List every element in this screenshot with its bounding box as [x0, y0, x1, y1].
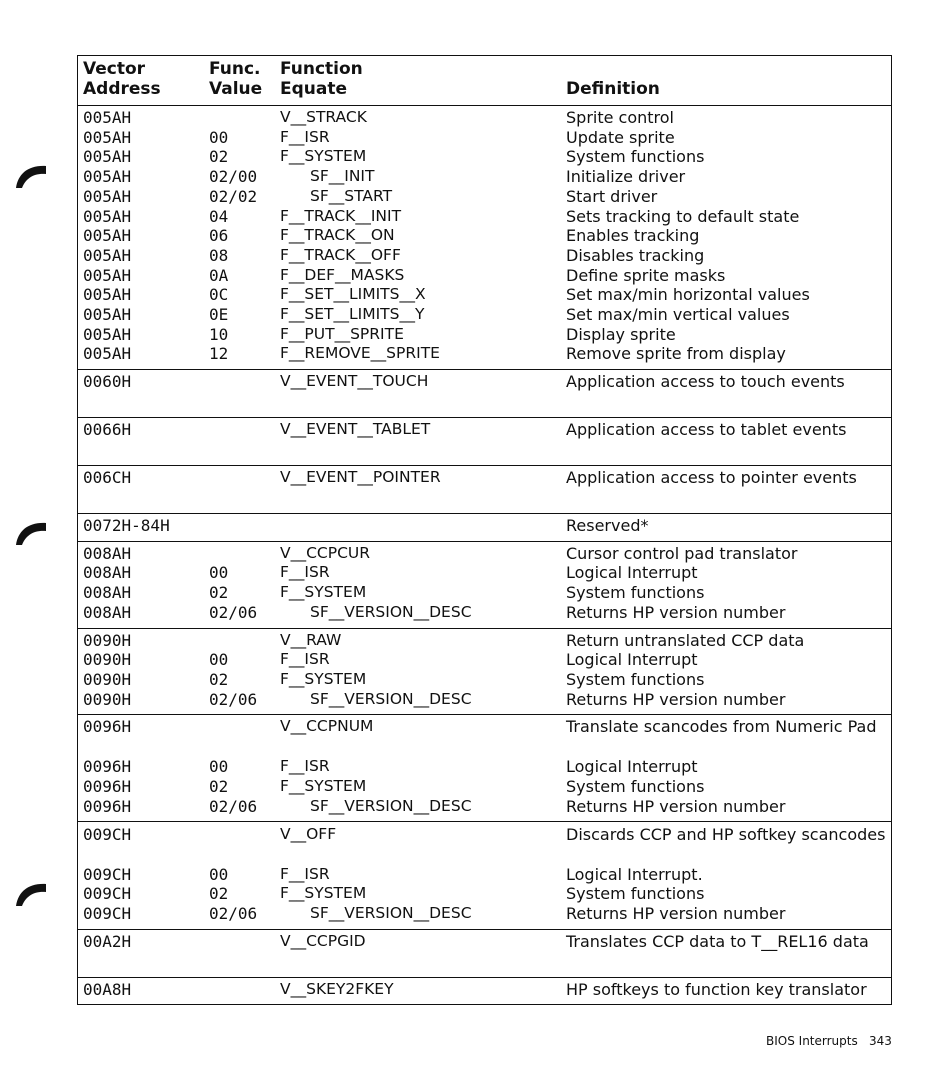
definition-cell: Set max/min horizontal values	[566, 285, 810, 305]
vector-address-cell: 005AH	[83, 127, 132, 147]
function-equate-cell: SF__INIT	[310, 167, 375, 186]
definition-cell: Application access to touch events	[566, 372, 845, 392]
func-value-cell: 0E	[209, 305, 229, 324]
vector-group	[78, 930, 891, 978]
table-row	[78, 325, 891, 345]
vector-group	[78, 106, 891, 370]
definition-cell: Cursor control pad translator	[566, 543, 798, 563]
definition-cell: Logical Interrupt	[566, 757, 698, 777]
header-func-value: Func. Value	[209, 59, 263, 99]
table-row	[78, 420, 891, 460]
definition-cell: Enables tracking	[566, 226, 700, 246]
vector-group	[78, 466, 891, 514]
vector-address-cell: 00A8H	[83, 979, 132, 999]
definition-cell: Reserved*	[566, 516, 649, 536]
definition-cell: Translates CCP data to T__REL16 data	[566, 931, 869, 951]
definition-cell: Returns HP version number	[566, 903, 786, 923]
vector-address-cell: 0096H	[83, 796, 132, 816]
definition-cell: Returns HP version number	[566, 796, 786, 816]
table-header	[78, 56, 891, 106]
vector-group	[78, 823, 891, 930]
vector-address-cell: 005AH	[83, 167, 132, 187]
definition-cell: System functions	[566, 884, 705, 904]
vector-address-cell: 008AH	[83, 543, 132, 563]
table-row	[78, 583, 891, 603]
table-row	[78, 603, 891, 623]
definition-cell: Define sprite masks	[566, 265, 726, 285]
table-row	[78, 266, 891, 286]
function-equate-cell: F__TRACK__INIT	[280, 206, 402, 225]
bios-vector-table	[77, 55, 892, 1005]
func-value-cell: 02	[209, 669, 229, 689]
function-equate-cell: F__ISR	[280, 757, 330, 776]
vector-group	[78, 514, 891, 542]
definition-cell: Set max/min vertical values	[566, 305, 790, 324]
page-number: 343	[869, 1034, 892, 1048]
func-value-cell: 02	[209, 884, 229, 904]
binder-mark	[14, 162, 48, 188]
func-value-cell: 02/06	[209, 689, 258, 709]
binder-mark	[14, 519, 48, 545]
table-row	[78, 344, 891, 364]
vector-address-cell: 0096H	[83, 717, 132, 737]
function-equate-cell: V__CCPGID	[280, 931, 366, 950]
definition-cell: Return untranslated CCP data	[566, 630, 805, 650]
function-equate-cell: F__REMOVE__SPRITE	[280, 344, 440, 363]
definition-cell: System functions	[566, 147, 705, 167]
func-value-cell: 02/06	[209, 602, 258, 622]
function-equate-cell: V__CCPNUM	[280, 717, 374, 736]
func-value-cell: 00	[209, 650, 229, 670]
func-value-cell: 02/02	[209, 186, 258, 206]
vector-address-cell: 0090H	[83, 689, 132, 709]
vector-address-cell: 00A2H	[83, 931, 132, 951]
vector-address-cell: 005AH	[83, 147, 132, 167]
header-definition: Definition	[566, 79, 660, 99]
definition-cell: Remove sprite from display	[566, 344, 786, 364]
func-value-cell: 02	[209, 583, 229, 603]
func-value-cell: 0C	[209, 285, 229, 305]
definition-cell: System functions	[566, 583, 705, 603]
vector-address-cell: 005AH	[83, 285, 132, 305]
vector-group	[78, 978, 891, 1026]
table-row	[78, 468, 891, 508]
function-equate-cell: F__SYSTEM	[280, 884, 367, 903]
table-row	[78, 128, 891, 148]
vector-group	[78, 542, 891, 629]
vector-address-cell: 0060H	[83, 372, 132, 392]
function-equate-cell: F__SYSTEM	[280, 669, 367, 688]
vector-address-cell: 009CH	[83, 824, 132, 844]
header-vector-address: Vector Address	[83, 59, 161, 99]
function-equate-cell: SF__VERSION__DESC	[310, 689, 472, 708]
vector-address-cell: 005AH	[83, 206, 132, 226]
table-row	[78, 650, 891, 670]
vector-address-cell: 0090H	[83, 669, 132, 689]
vector-address-cell: 009CH	[83, 903, 132, 923]
func-value-cell: 00	[209, 864, 229, 884]
table-row	[78, 631, 891, 651]
table-row	[78, 167, 891, 187]
vector-address-cell: 005AH	[83, 108, 132, 127]
function-equate-cell: F__SET__LIMITS__X	[280, 285, 426, 304]
definition-cell: System functions	[566, 669, 705, 689]
table-row	[78, 797, 891, 817]
definition-cell: System functions	[566, 777, 705, 797]
table-row	[78, 187, 891, 207]
definition-cell: Logical Interrupt.	[566, 864, 703, 884]
footer-title: BIOS Interrupts	[766, 1034, 858, 1048]
func-value-cell: 00	[209, 127, 229, 147]
definition-cell: Application access to tablet events	[566, 420, 847, 440]
table-row	[78, 757, 891, 777]
function-equate-cell: F__SYSTEM	[280, 147, 367, 166]
definition-cell: HP softkeys to function key translator	[566, 979, 867, 999]
vector-address-cell: 0072H-84H	[83, 516, 170, 536]
definition-cell: Application access to pointer events	[566, 468, 857, 488]
table-row	[78, 670, 891, 690]
table-row	[78, 544, 891, 564]
vector-address-cell: 005AH	[83, 344, 132, 364]
vector-address-cell: 005AH	[83, 305, 132, 324]
vector-address-cell: 0090H	[83, 630, 132, 650]
vector-address-cell: 0090H	[83, 650, 132, 670]
binder-mark	[14, 880, 48, 906]
table-row	[78, 147, 891, 167]
function-equate-cell: F__ISR	[280, 127, 330, 146]
definition-cell: Logical Interrupt	[566, 563, 698, 583]
vector-group	[78, 715, 891, 822]
function-equate-cell: SF__START	[310, 186, 393, 205]
vector-address-cell: 008AH	[83, 602, 132, 622]
vector-group	[78, 418, 891, 466]
vector-address-cell: 008AH	[83, 563, 132, 583]
func-value-cell: 0A	[209, 265, 229, 285]
function-equate-cell: F__PUT__SPRITE	[280, 324, 404, 343]
vector-address-cell: 005AH	[83, 186, 132, 206]
vector-address-cell: 008AH	[83, 583, 132, 603]
function-equate-cell: F__SET__LIMITS__Y	[280, 305, 425, 323]
function-equate-cell: F__ISR	[280, 864, 330, 883]
function-equate-cell: SF__VERSION__DESC	[310, 602, 472, 621]
table-row	[78, 108, 891, 128]
definition-cell: Sets tracking to default state	[566, 206, 800, 226]
table-row	[78, 884, 891, 904]
function-equate-cell: SF__VERSION__DESC	[310, 796, 472, 815]
function-equate-cell: V__STRACK	[280, 108, 367, 126]
func-value-cell: 02/00	[209, 167, 258, 187]
func-value-cell: 02	[209, 147, 229, 167]
vector-address-cell: 005AH	[83, 324, 132, 344]
function-equate-cell: V__EVENT__TOUCH	[280, 372, 429, 391]
vector-group	[78, 370, 891, 418]
func-value-cell: 06	[209, 226, 229, 246]
function-equate-cell: F__TRACK__OFF	[280, 245, 401, 264]
definition-cell: Translate scancodes from Numeric Pad	[566, 717, 877, 737]
definition-cell: Disables tracking	[566, 245, 705, 265]
vector-address-cell: 005AH	[83, 226, 132, 246]
func-value-cell: 08	[209, 245, 229, 265]
table-row	[78, 904, 891, 924]
vector-address-cell: 0066H	[83, 420, 132, 440]
function-equate-cell: F__SYSTEM	[280, 777, 367, 796]
table-row	[78, 690, 891, 710]
vector-address-cell: 005AH	[83, 265, 132, 285]
table-row	[78, 865, 891, 885]
vector-address-cell: 0096H	[83, 777, 132, 797]
function-equate-cell: V__SKEY2FKEY	[280, 979, 394, 998]
function-equate-cell: F__DEF__MASKS	[280, 265, 405, 284]
definition-cell: Update sprite	[566, 127, 675, 147]
definition-cell: Start driver	[566, 186, 658, 206]
definition-cell: Initialize driver	[566, 167, 686, 187]
table-row	[78, 226, 891, 246]
vector-address-cell: 006CH	[83, 468, 132, 488]
table-row	[78, 563, 891, 583]
definition-cell: Logical Interrupt	[566, 650, 698, 670]
func-value-cell: 02	[209, 777, 229, 797]
function-equate-cell: V__CCPCUR	[280, 543, 371, 562]
vector-group	[78, 629, 891, 716]
table-row	[78, 777, 891, 797]
table-row	[78, 932, 891, 972]
definition-cell: Display sprite	[566, 324, 676, 344]
function-equate-cell: V__OFF	[280, 824, 337, 843]
header-function-equate: Function Equate	[280, 59, 363, 99]
function-equate-cell: V__RAW	[280, 630, 342, 649]
table-row	[78, 207, 891, 227]
function-equate-cell: F__ISR	[280, 650, 330, 669]
function-equate-cell: V__EVENT__POINTER	[280, 468, 441, 487]
func-value-cell: 10	[209, 324, 229, 344]
vector-address-cell: 009CH	[83, 864, 132, 884]
definition-cell: Returns HP version number	[566, 689, 786, 709]
func-value-cell: 02/06	[209, 796, 258, 816]
table-row	[78, 825, 891, 865]
func-value-cell: 00	[209, 563, 229, 583]
table-row	[78, 305, 891, 325]
func-value-cell: 04	[209, 206, 229, 226]
table-row	[78, 285, 891, 305]
table-row	[78, 372, 891, 412]
function-equate-cell: F__ISR	[280, 563, 330, 582]
vector-address-cell: 005AH	[83, 245, 132, 265]
definition-cell: Sprite control	[566, 108, 674, 127]
func-value-cell: 00	[209, 757, 229, 777]
func-value-cell: 12	[209, 344, 229, 364]
function-equate-cell: F__TRACK__ON	[280, 226, 395, 245]
func-value-cell: 02/06	[209, 903, 258, 923]
definition-cell: Returns HP version number	[566, 602, 786, 622]
vector-address-cell: 009CH	[83, 884, 132, 904]
table-row	[78, 717, 891, 757]
function-equate-cell: SF__VERSION__DESC	[310, 903, 472, 922]
vector-address-cell: 0096H	[83, 757, 132, 777]
definition-cell: Discards CCP and HP softkey scancodes	[566, 824, 886, 844]
table-row	[78, 246, 891, 266]
table-row	[78, 980, 891, 1020]
function-equate-cell: F__SYSTEM	[280, 583, 367, 602]
function-equate-cell: V__EVENT__TABLET	[280, 420, 431, 439]
table-row	[78, 516, 891, 536]
